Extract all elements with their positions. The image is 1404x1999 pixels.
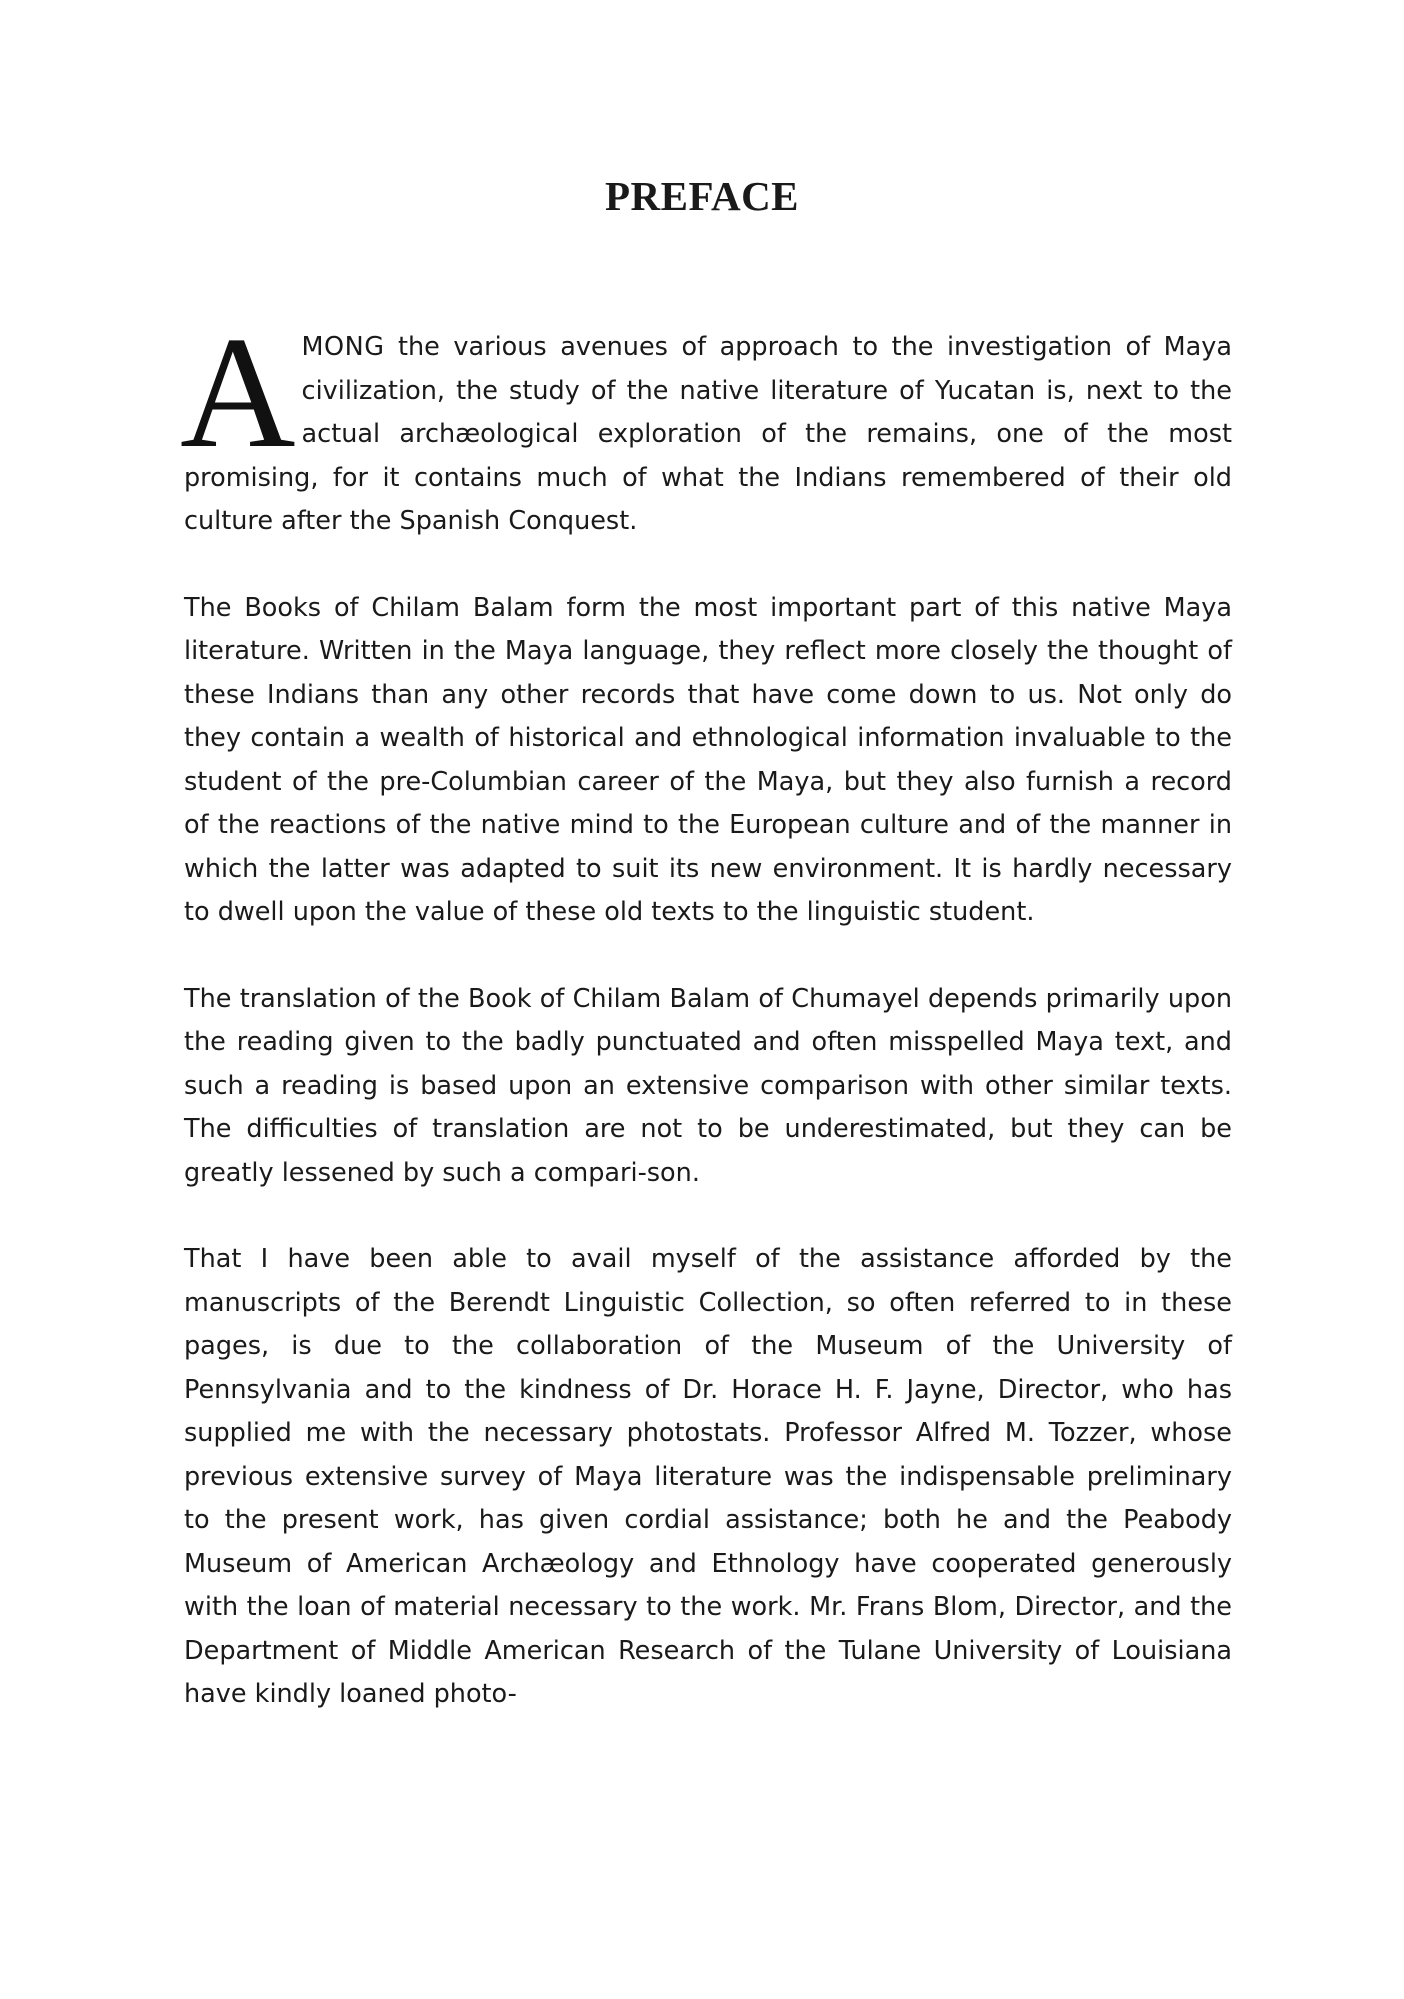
body-text [180,303,1232,1760]
paragraph-2: The Books of Chilam Balam form the most important part of this native Maya literature. Written in the Maya language, they reflect more closely the thought of these Indians than any other records that have come down to us. Not only do they contain a wealth of historical and ethnological information invaluable to the student of the pre-Columbian career of the Maya, but they also furnish a record of the reactions of the native mind to the European culture and of the manner in which the latter was adapted to suit its new environment. It is hardly necessary to dwell upon the value of these old texts to the linguistic student. [184,592,1232,927]
page-title: PREFACE [604,173,800,219]
paragraph-1-text: the various avenues of approach to the investigation of Maya civilization, the study of the native literature of Yucatan is, next to the actual archæological exploration of the remains, one of the most promising, for it contains much of what the Indians remembered of their old culture after the Spanish Conquest. [184,332,1232,536]
drop-cap: A [180,303,296,481]
paragraph-4: That I have been able to avail myself of the assistance afforded by the manuscripts of the Berendt Linguistic Collection, so often referred to in these pages, is due to the collaboration of the Museum of the University of Pennsylvania and to the kindness of Dr. Horace H. F. Jayne, Director, who has supplied me with the necessary photostats. Professor Alfred M. Tozzer, whose previous extensive survey of Maya literature was the indispensable preliminary to the present work, has given cordial assistance; both he and the Peabody Museum of American Archæology and Ethnology have cooperated generously with the loan of material necessary to the work. Mr. Frans Blom, Director, and the Department of Middle American Research of the Tulane University of Louisiana have kindly loaned photo- [184,1244,1232,1709]
paragraph-1 [180,303,1232,544]
first-word-rest: MONG [301,332,385,362]
paragraph-3: The translation of the Book of Chilam Balam of Chumayel depends primarily upon the reading given to the badly punctuated and often misspelled Maya text, and such a reading is based upon an extensive comparison with other similar texts. The difficulties of translation are not to be underestimated, but they can be greatly lessened by such a compari-son. [184,983,1232,1188]
